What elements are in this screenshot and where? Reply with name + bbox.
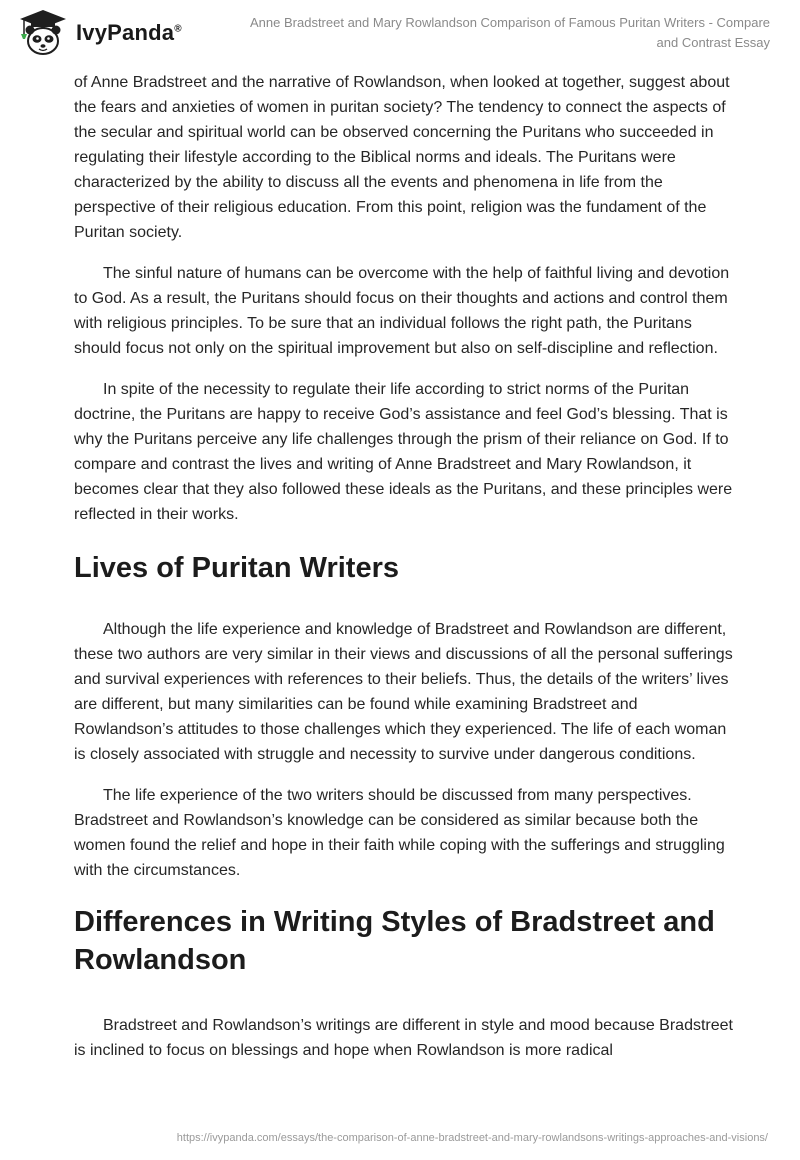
document-title: Anne Bradstreet and Mary Rowlandson Comparison of Famous Puritan Writers - Compare and Contrast Essay (250, 15, 770, 50)
essay-body (74, 70, 734, 1079)
paragraph: The life experience of the two writers should be discussed from many perspectives. Bradstreet and Rowlandson’s knowledge can be considered as similar because both the women found the relief and hope in their faith while coping with the sufferings and struggling with the circumstances. (74, 787, 725, 879)
section-heading: Lives of Puritan Writers (74, 552, 399, 584)
paragraph: The sinful nature of humans can be overcome with the help of faithful living and devotion to God. As a result, the Puritans should focus on their thoughts and actions and control them with religious principles. To be sure that an individual follows the right path, the Puritans should focus not only on the spiritual improvement but also on self-discipline and reflection. (74, 265, 730, 357)
panda-graduate-icon (16, 8, 70, 58)
paragraph: Bradstreet and Rowlandson’s writings are different in style and mood because Bradstreet is inclined to focus on blessings and hope when Rowlandson is more radical (74, 1017, 733, 1059)
page-header (0, 0, 800, 70)
section-heading: Differences in Writing Styles of Bradstreet and Rowlandson (74, 906, 715, 976)
ivypanda-logo[interactable] (16, 8, 182, 58)
source-url[interactable]: https://ivypanda.com/essays/the-comparison-of-anne-bradstreet-and-mary-rowlandsons-writings-approaches-and-visions/ (176, 1132, 768, 1144)
paragraph: In spite of the necessity to regulate their life according to strict norms of the Puritan doctrine, the Puritans are happy to receive God’s assistance and feel God’s blessing. That is why the Puritans perceive any life challenges through the prism of their reliance on God. If to compare and contrast the lives and writing of Anne Bradstreet and Mary Rowlandson, it becomes clear that they also followed these ideals as the Puritans, and these principles were reflected in their works. (74, 381, 733, 523)
paragraph: Although the life experience and knowledge of Bradstreet and Rowlandson are different, these two authors are very similar in their views and discussions of all the personal sufferings and survival experiences with references to their beliefs. Thus, the details of the writers’ lives are different, but many similarities can be found while examining Bradstreet and Rowlandson’s attitudes to those challenges which they experienced. The life of each woman is closely associated with struggle and necessity to survive under dangerous conditions. (74, 621, 733, 763)
paragraph: of Anne Bradstreet and the narrative of Rowlandson, when looked at together, suggest about the fears and anxieties of women in puritan society? The tendency to connect the aspects of the secular and spiritual world can be observed concerning the Puritans who succeeded in regulating their lifestyle according to the Biblical norms and ideals. The Puritans were characterized by the ability to discuss all the events and phenomena in life from the perspective of their religious education. From this point, religion was the fundament of the Puritan society. (74, 74, 730, 241)
logo-text: IvyPanda® (76, 20, 182, 45)
